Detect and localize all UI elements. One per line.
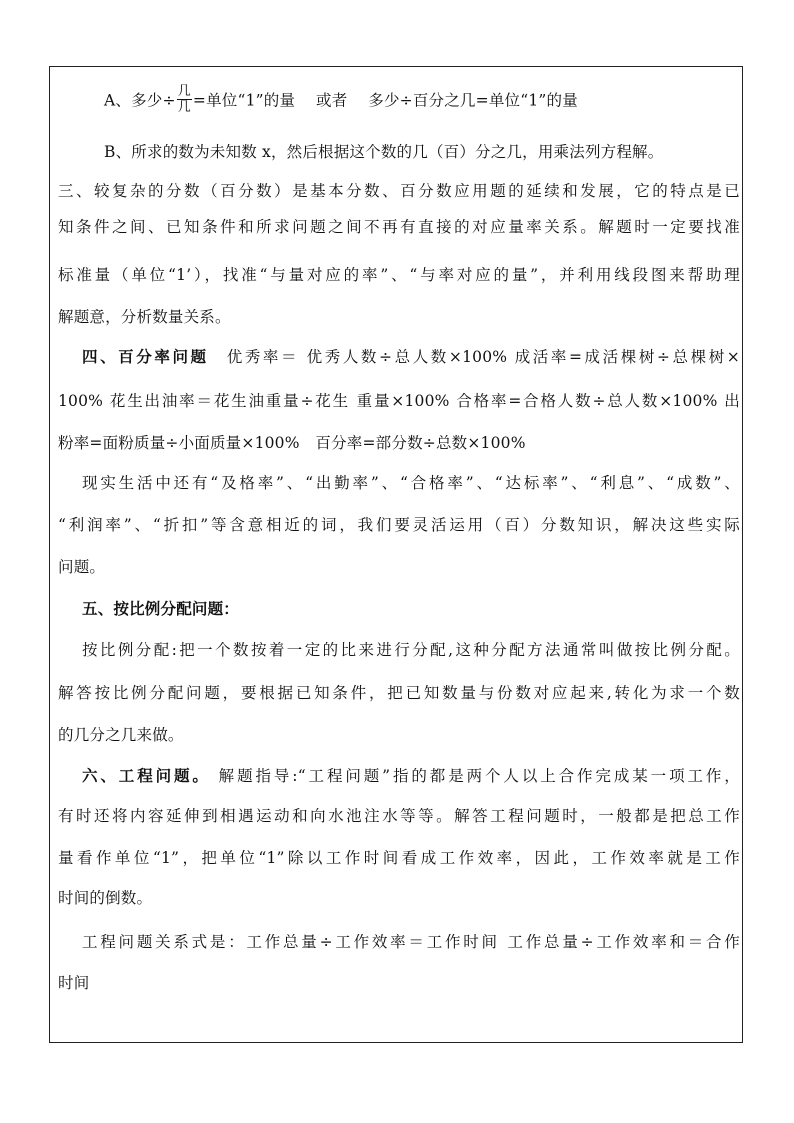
section3-line: 解题意，分析数量关系。 [58, 308, 231, 326]
relation-line: 时间 [58, 974, 90, 992]
formula-a [104, 84, 740, 116]
section3-line: 标准量（单位“1’），找准“与量对应的率”、“与率对应的量”，并利用线段图来帮助理 [58, 266, 740, 284]
fraction [177, 85, 192, 114]
real-life-line: 现实生活中还有“及格率”、“出勤率”、“合格率”、“达标率”、“利息”、“成数”、 [82, 474, 740, 492]
relation-line: 工程问题关系式是：工作总量÷工作效率＝工作时间 工作总量÷工作效率和＝合作 [82, 933, 740, 951]
fraction-numerator: 几 [177, 84, 191, 99]
section3-line: 三、较复杂的分数（百分数）是基本分数、百分数应用题的延续和发展，它的特点是已 [58, 182, 740, 200]
fraction-denominator: 几 [177, 100, 191, 115]
section4-line3: 粉率=面粉质量÷小面质量×100% 百分率=部分数÷总数×100% [58, 434, 526, 452]
section5-line: 按比例分配:把一个数按着一定的比来进行分配,这种分配方法通常叫做按比例分配。 [82, 641, 740, 659]
section6-heading: 六、工程问题。 [82, 766, 211, 785]
section5-heading-text: 五、按比例分配问题： [82, 599, 240, 618]
section4-heading: 四、百分率问题 [82, 347, 209, 366]
section4-text: 优秀率＝ 优秀人数÷总人数×100% 成活率=成活棵树÷总棵树× [208, 348, 740, 366]
section6-line: 时间的倒数。 [58, 889, 153, 907]
formula-a-prefix: A、多少÷ [104, 91, 176, 110]
formula-a-suffix: =单位“1”的量 或者 多少÷百分之几=单位“1”的量 [192, 91, 578, 110]
section5-line: 解答按比例分配问题，要根据已知条件，把已知数量与份数对应起来,转化为求一个数 [58, 684, 740, 702]
formula-b: B、所求的数为未知数 x，然后根据这个数的几（百）分之几，用乘法列方程解。 [104, 143, 664, 161]
section6-line: 有时还将内容延伸到相遇运动和向水池注水等等。解答工程问题时，一般都是把总工作 [58, 807, 740, 825]
section6-line1 [82, 766, 740, 786]
section3-line: 知条件之间、已知条件和所求问题之间不再有直接的对应量率关系。解题时一定要找准 [58, 218, 740, 236]
section6-text: 解题指导:“工程问题”指的都是两个人以上合作完成某一项工作， [210, 767, 740, 785]
real-life-line: 问题。 [58, 558, 106, 576]
section5-line: 的几分之几来做。 [58, 726, 184, 744]
section4-line1 [82, 347, 740, 367]
section6-line: 量看作单位“1”，把单位“1”除以工作时间看成工作效率，因此，工作效率就是工作 [58, 849, 740, 867]
real-life-line: “利润率”、“折扣”等含意相近的词，我们要灵活运用（百）分数知识，解决这些实际 [58, 516, 740, 534]
section5-heading [82, 599, 740, 619]
section4-line2: 100% 花生出油率＝花生油重量÷花生 重量×100% 合格率=合格人数÷总人数×100% 出 [58, 392, 740, 410]
